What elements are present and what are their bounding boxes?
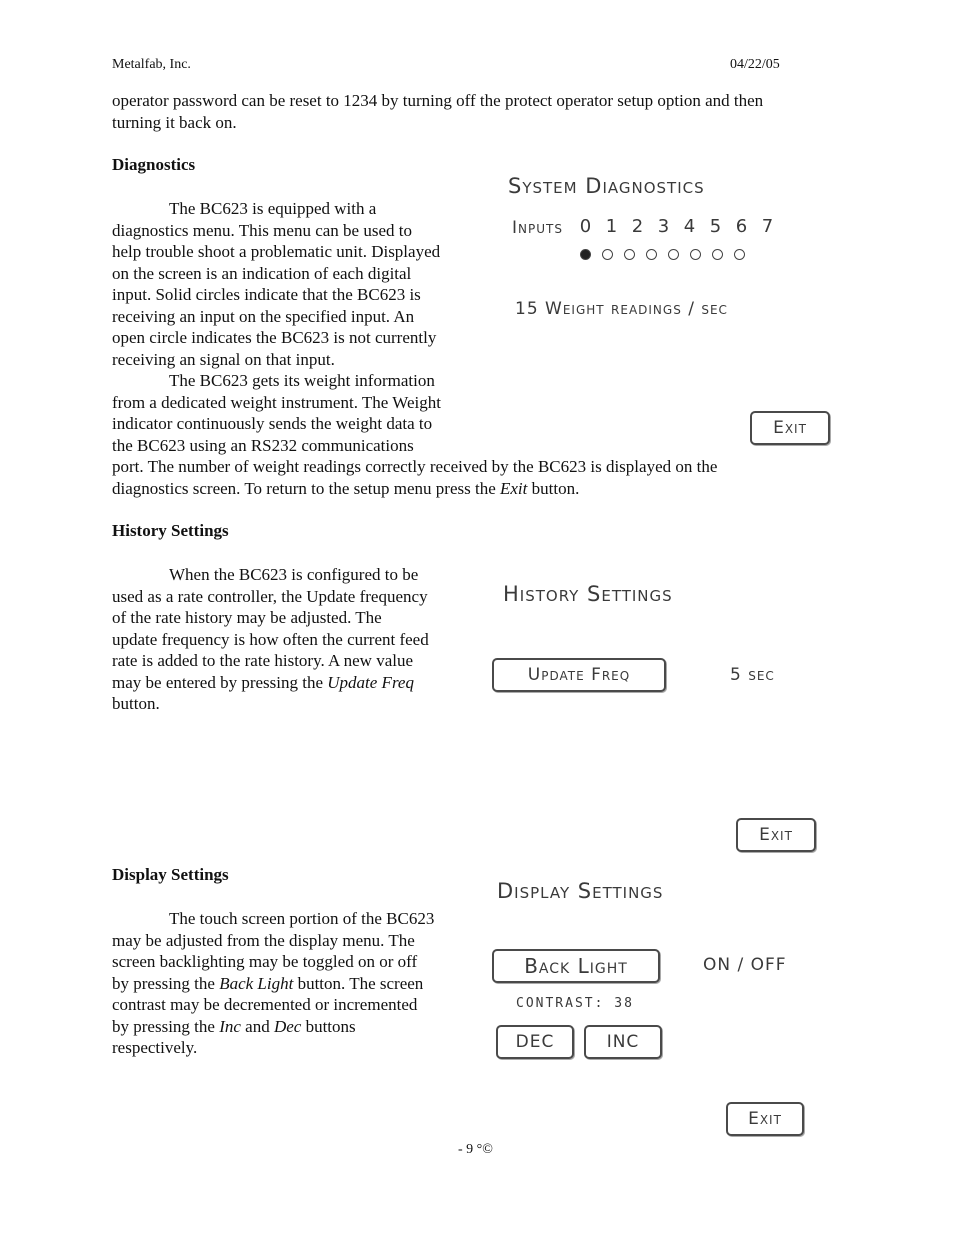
history-heading: History Settings	[112, 521, 229, 540]
exit-button[interactable]: Exit	[736, 818, 816, 852]
display-heading: Display Settings	[112, 865, 229, 884]
weight-readings: 15 Weight readings / sec	[515, 299, 728, 319]
update-freq-button[interactable]: Update Freq	[492, 658, 666, 692]
input-indicators	[580, 247, 756, 265]
diagnostics-paragraph: The BC623 is equipped with a diagnostics menu. This menu can be used to help trouble shoot a problematic unit. Displayed on the screen is an indication of each digital input. Solid circles indicate that the BC623 is receiving an input on the specified input. An open circle indicates the BC623 is not currently receiving an signal on that input. The BC623 gets its weight information from a dedicated weight instrument. The Weight indicator continuously sends the weight data to the BC623 using an RS232 communications	[112, 199, 441, 455]
history-paragraph: When the BC623 is configured to be used as a rate controller, the Update frequency of the rate history may be adjusted. The update frequency is how often the current feed rate is added to the rate history. A new value may be entered by pressing the Update Freq button.	[112, 565, 429, 713]
back-light-button[interactable]: Back Light	[492, 949, 660, 983]
diagnostics-paragraph-cont: port. The number of weight readings correctly received by the BC623 is displayed on the diagnostics screen. To return to the setup menu press the Exit button.	[112, 457, 718, 498]
dec-button[interactable]: DEC	[496, 1025, 574, 1059]
input-indicator-off	[624, 249, 635, 260]
input-indicator-off	[690, 249, 701, 260]
update-freq-value: 5 sec	[730, 665, 775, 685]
input-indicator-off	[646, 249, 657, 260]
input-indicator-off	[668, 249, 679, 260]
exit-button[interactable]: Exit	[726, 1102, 804, 1136]
intro-paragraph: operator password can be reset to 1234 by turning off the protect operator setup option and then turning it back on.	[112, 91, 764, 132]
page-number: - 9 °©	[458, 1142, 493, 1157]
input-indicator-off	[602, 249, 613, 260]
header-date: 04/22/05	[730, 57, 780, 72]
diagnostics-heading: Diagnostics	[112, 155, 196, 174]
history-screen-title: History Settings	[503, 582, 673, 606]
inc-button[interactable]: INC	[584, 1025, 662, 1059]
header-company: Metalfab, Inc.	[112, 57, 191, 72]
input-indicator-off	[734, 249, 745, 260]
input-indicator-on	[580, 249, 591, 260]
display-screen-title: Display Settings	[497, 879, 664, 903]
input-numbers: 0 1 2 3 4 5 6 7	[579, 216, 775, 237]
exit-button[interactable]: Exit	[750, 411, 830, 445]
display-paragraph: The touch screen portion of the BC623 may be adjusted from the display menu. The screen backlighting may be toggled on or off by pressing the Back Light button. The screen contrast may be decremented or incremented by pressing the Inc and Dec buttons respectively.	[112, 909, 435, 1057]
inputs-label: Inputs	[512, 218, 563, 238]
contrast-value: CONTRAST: 38	[516, 996, 634, 1011]
backlight-state: ON / OFF	[703, 955, 787, 975]
input-indicator-off	[712, 249, 723, 260]
diagnostics-screen-title: System Diagnostics	[508, 174, 705, 198]
